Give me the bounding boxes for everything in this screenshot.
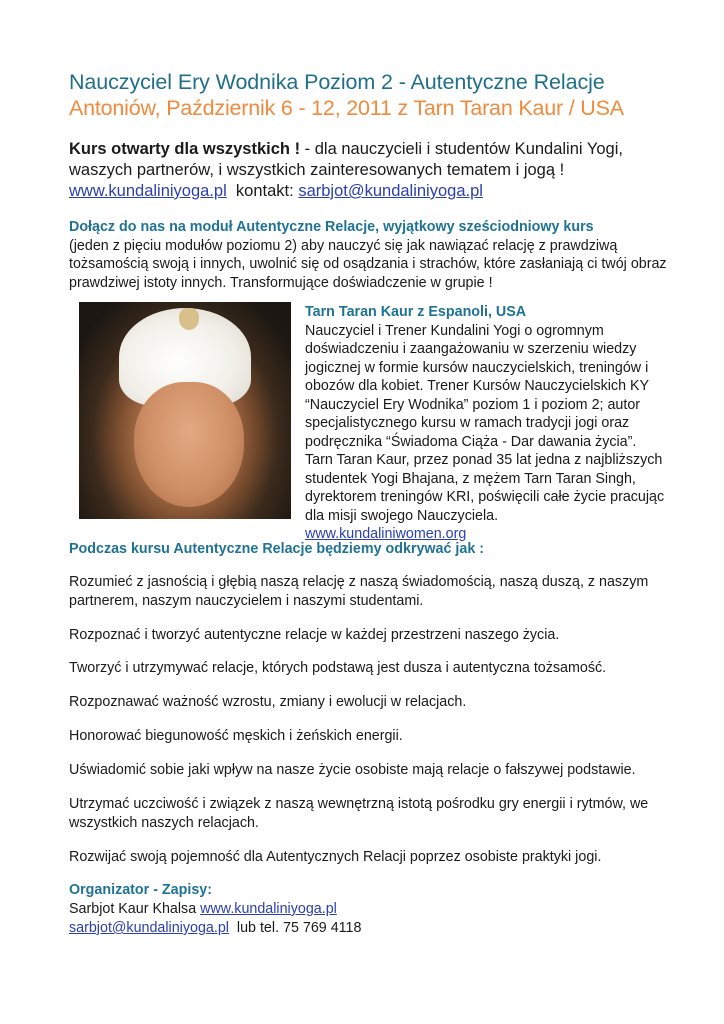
page-title: Nauczyciel Ery Wodnika Poziom 2 - Autentyczne Relacje [69, 70, 605, 94]
course-item: Rozpoznać i tworzyć autentyczne relacje w każdej przestrzeni naszego życia. [69, 627, 560, 643]
module-heading: Dołącz do nas na moduł Autentyczne Relacje, wyjątkowy sześciodniowy kurs [69, 219, 594, 235]
brooch-shape [179, 308, 199, 330]
organizer-line [69, 900, 659, 919]
organizer-contact-line [69, 919, 659, 938]
teacher-photo [79, 302, 291, 519]
teacher-name: Tarn Taran Kaur z Espanoli, USA [305, 304, 527, 320]
teacher-bio-text: Nauczyciel i Trener Kundalini Yogi o ogromnym doświadczeniu i zaangażowaniu w szerzeniu wiedzy jogicznej w formie kursów nauczycielskich, treningów i obozów dla kobiet. Trener Kursów Nauczycielskich KY “Nauczyciel Ery Wodnika” poziom 1 i poziom 2; autor specjalistycznego kursu w ramach tradycji jogi oraz podręcznika “Świadoma Ciąża - Dar dawania życia”. Tarn Taran Kaur, przez ponad 35 lat jedna z najbliższych studentek Yogi Bhajana, z mężem Tarn Taran Singh, dyrektorem treningów KRI, poświęcili całe życie pracując dla misji swojego Nauczyciela. [305, 322, 665, 524]
course-item: Rozwijać swoją pojemność dla Autentycznych Relacji poprzez osobiste praktyki jogi. [69, 849, 602, 865]
teacher-bio [305, 303, 665, 544]
page-subtitle: Antoniów, Październik 6 - 12, 2011 z Tarn Taran Kaur / USA [69, 96, 624, 120]
organizer-email-link[interactable]: sarbjot@kundaliniyoga.pl [69, 920, 229, 936]
organizer-heading: Organizator - Zapisy: [69, 882, 212, 898]
course-item: Rozumieć z jasnością i głębią naszą relację z naszą świadomością, naszą duszą, z naszym partnerem, naszym nauczycielem i naszymi studentami. [69, 574, 649, 609]
course-item: Uświadomić sobie jaki wpływ na nasze życie osobiste mają relacje o fałszywej podstawie. [69, 762, 636, 778]
module-section [69, 218, 669, 292]
intro-text: - dla nauczycieli i studentów Kundalini Yogi, waszych partnerów, i wszystkich zainteresowanych tematem i jogą ! [69, 140, 623, 179]
contact-label: kontakt: [226, 182, 299, 200]
face-shape [134, 382, 244, 507]
course-item: Tworzyć i utrzymywać relacje, których podstawą jest dusza i autentyczna tożsamość. [69, 660, 607, 676]
course-item: Utrzymać uczciwość i związek z naszą wewnętrzną istotą pośrodku gry energii i rytmów, we wszystkich naszych relacjach. [69, 796, 649, 831]
intro-paragraph [69, 139, 669, 202]
course-item: Rozpoznawać ważność wzrostu, zmiany i ewolucji w relacjach. [69, 694, 467, 710]
organizer-name: Sarbjot Kaur Khalsa [69, 901, 201, 917]
organizer-section [69, 881, 659, 938]
website-link[interactable]: www.kundaliniyoga.pl [69, 182, 227, 200]
organizer-phone: lub tel. 75 769 4118 [228, 920, 362, 936]
course-item: Honorować biegunowość męskich i żeńskich energii. [69, 728, 403, 744]
organizer-website-link[interactable]: www.kundaliniyoga.pl [200, 901, 337, 917]
intro-bold: Kurs otwarty dla wszystkich ! [69, 140, 301, 158]
email-link[interactable]: sarbjot@kundaliniyoga.pl [298, 182, 483, 200]
module-body: (jeden z pięciu modułów poziomu 2) aby nauczyć się jak nawiązać relację z prawdziwą tożsamością swoją i innych, uwolnić się od osądzania i strachów, które zasłaniają ci twój obraz prawdziwej istoty innych. Transformujące doświadczenie w grupie ! [69, 237, 667, 291]
course-heading: Podczas kursu Autentyczne Relacje będziemy odkrywać jak : [69, 541, 485, 557]
teacher-website-link[interactable]: www.kundaliniwomen.org [305, 526, 467, 542]
